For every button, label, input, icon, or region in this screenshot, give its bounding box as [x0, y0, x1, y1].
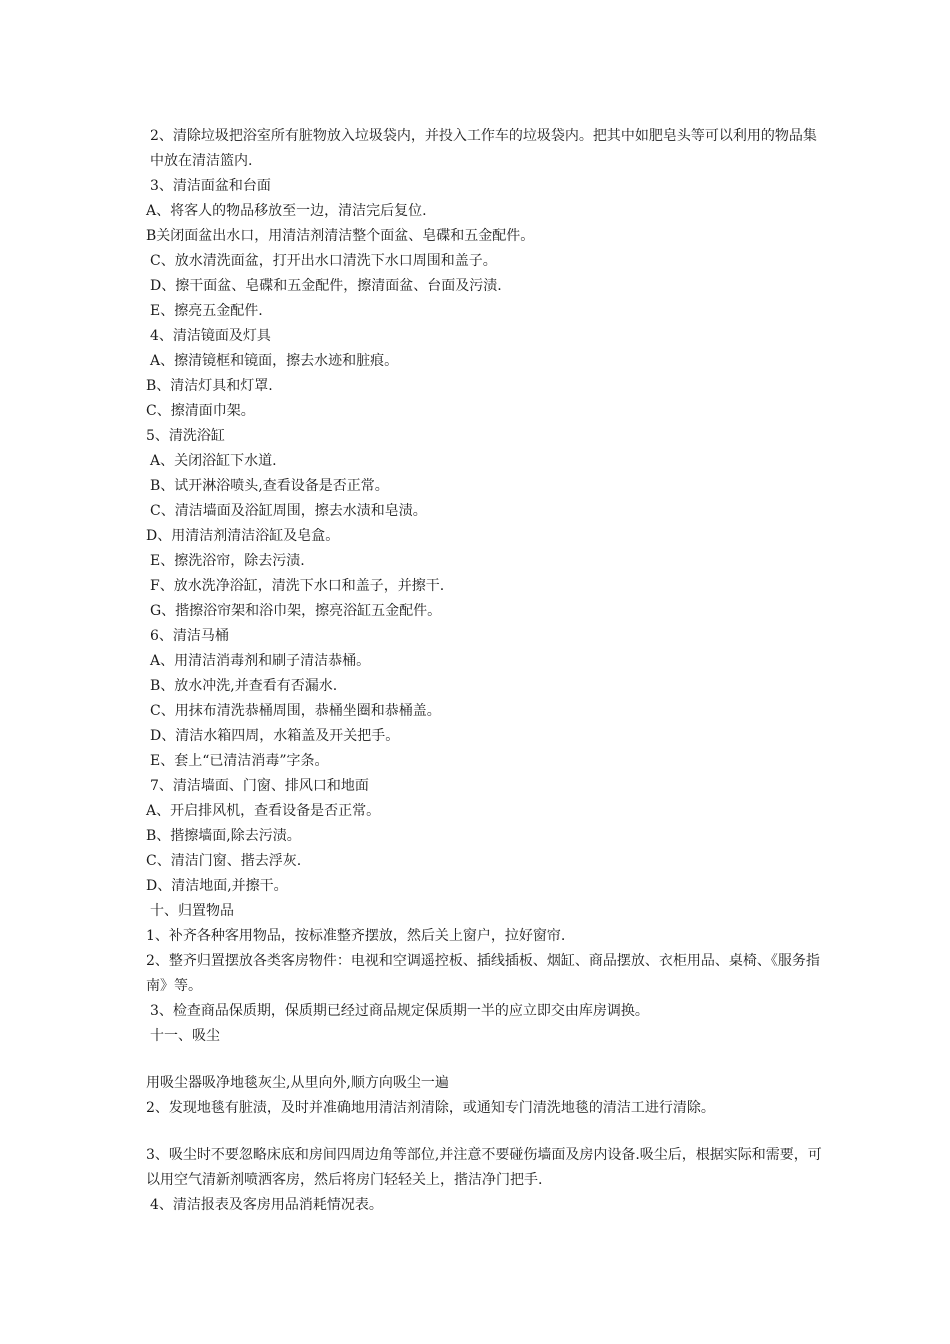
- spacer: [146, 1121, 826, 1143]
- list-item: B、清洁灯具和灯罩.: [146, 378, 273, 394]
- heading-clean-bathtub: 5、清洗浴缸: [146, 428, 225, 444]
- heading-clean-basin: 3、清洁面盆和台面: [150, 178, 271, 194]
- list-item: A、关闭浴缸下水道.: [150, 453, 277, 469]
- section-heading-arrange-items: 十、归置物品: [150, 903, 234, 919]
- list-item: 2、发现地毯有脏渍，及时并准确地用清洁剂清除，或通知专门清洗地毯的清洁工进行清除。: [146, 1100, 715, 1116]
- list-item: C、清洁墙面及浴缸周围，擦去水渍和皂渍。: [150, 503, 427, 519]
- list-item: E、套上“已清洁消毒”字条。: [150, 753, 329, 769]
- section-heading-vacuum: 十一、吸尘: [150, 1028, 220, 1044]
- list-item: 3、吸尘时不要忽略床底和房间四周边角等部位,并注意不要碰伤墙面及房内设备.吸尘后，根据实际和需要，可以用空气清新剂喷洒客房，然后将房门轻轻关上，揩洁净门把手.: [146, 1147, 822, 1188]
- list-item: C、清洁门窗、揩去浮灰.: [146, 853, 302, 869]
- list-item: E、擦亮五金配件.: [150, 303, 263, 319]
- list-item: A、擦清镜框和镜面，擦去水迹和脏痕。: [150, 353, 399, 369]
- list-item: B、试开淋浴喷头,查看设备是否正常。: [150, 478, 389, 494]
- list-item: C、擦清面巾架。: [146, 403, 255, 419]
- list-item: 2、整齐归置摆放各类客房物件：电视和空调遥控板、插线插板、烟缸、商品摆放、衣柜用品、桌椅、《服务指南》等。: [146, 953, 820, 994]
- list-item: E、擦洗浴帘，除去污渍.: [150, 553, 305, 569]
- paragraph-vacuum-carpet: 用吸尘器吸净地毯灰尘,从里向外,顺方向吸尘一遍: [146, 1075, 449, 1091]
- list-item: D、清洁地面,并擦干。: [146, 878, 288, 894]
- list-item: B、放水冲洗,并查看有否漏水.: [150, 678, 338, 694]
- list-item: G、揩擦浴帘架和浴巾架，擦亮浴缸五金配件。: [150, 603, 442, 619]
- heading-clean-mirror: 4、清洁镜面及灯具: [150, 328, 271, 344]
- document-body: [146, 124, 826, 1218]
- paragraph-bathroom-trash: 2、清除垃圾把浴室所有脏物放入垃圾袋内，并投入工作车的垃圾袋内。把其中如肥皂头等可以利用的物品集中放在清洁篮内.: [150, 128, 817, 169]
- list-item: D、用清洁剂清洁浴缸及皂盒。: [146, 528, 340, 544]
- list-item: C、用抹布清洗恭桶周围，恭桶坐圈和恭桶盖。: [150, 703, 441, 719]
- list-item: A、用清洁消毒剂和刷子清洁恭桶。: [150, 653, 371, 669]
- list-item: 1、补齐各种客用物品，按标准整齐摆放，然后关上窗户，拉好窗帘.: [146, 928, 566, 944]
- list-item: C、放水清洗面盆，打开出水口清洗下水口周围和盖子。: [150, 253, 497, 269]
- list-item: A、开启排风机，查看设备是否正常。: [146, 803, 381, 819]
- list-item: B关闭面盆出水口，用清洁剂清洁整个面盆、皂碟和五金配件。: [146, 228, 535, 244]
- list-item: 3、检查商品保质期，保质期已经过商品规定保质期一半的应立即交由库房调换。: [150, 1003, 649, 1019]
- spacer: [146, 1049, 826, 1071]
- list-item: D、清洁水箱四周，水箱盖及开关把手。: [150, 728, 400, 744]
- list-item: D、擦干面盆、皂碟和五金配件，擦清面盆、台面及污渍.: [150, 278, 502, 294]
- heading-clean-walls: 7、清洁墙面、门窗、排风口和地面: [150, 778, 369, 794]
- list-item: A、将客人的物品移放至一边，清洁完后复位.: [146, 203, 427, 219]
- list-item: 4、清洁报表及客房用品消耗情况表。: [150, 1197, 383, 1213]
- list-item: F、放水洗净浴缸，清洗下水口和盖子，并擦干.: [150, 578, 445, 594]
- list-item: B、揩擦墙面,除去污渍。: [146, 828, 301, 844]
- heading-clean-toilet: 6、清洁马桶: [150, 628, 229, 644]
